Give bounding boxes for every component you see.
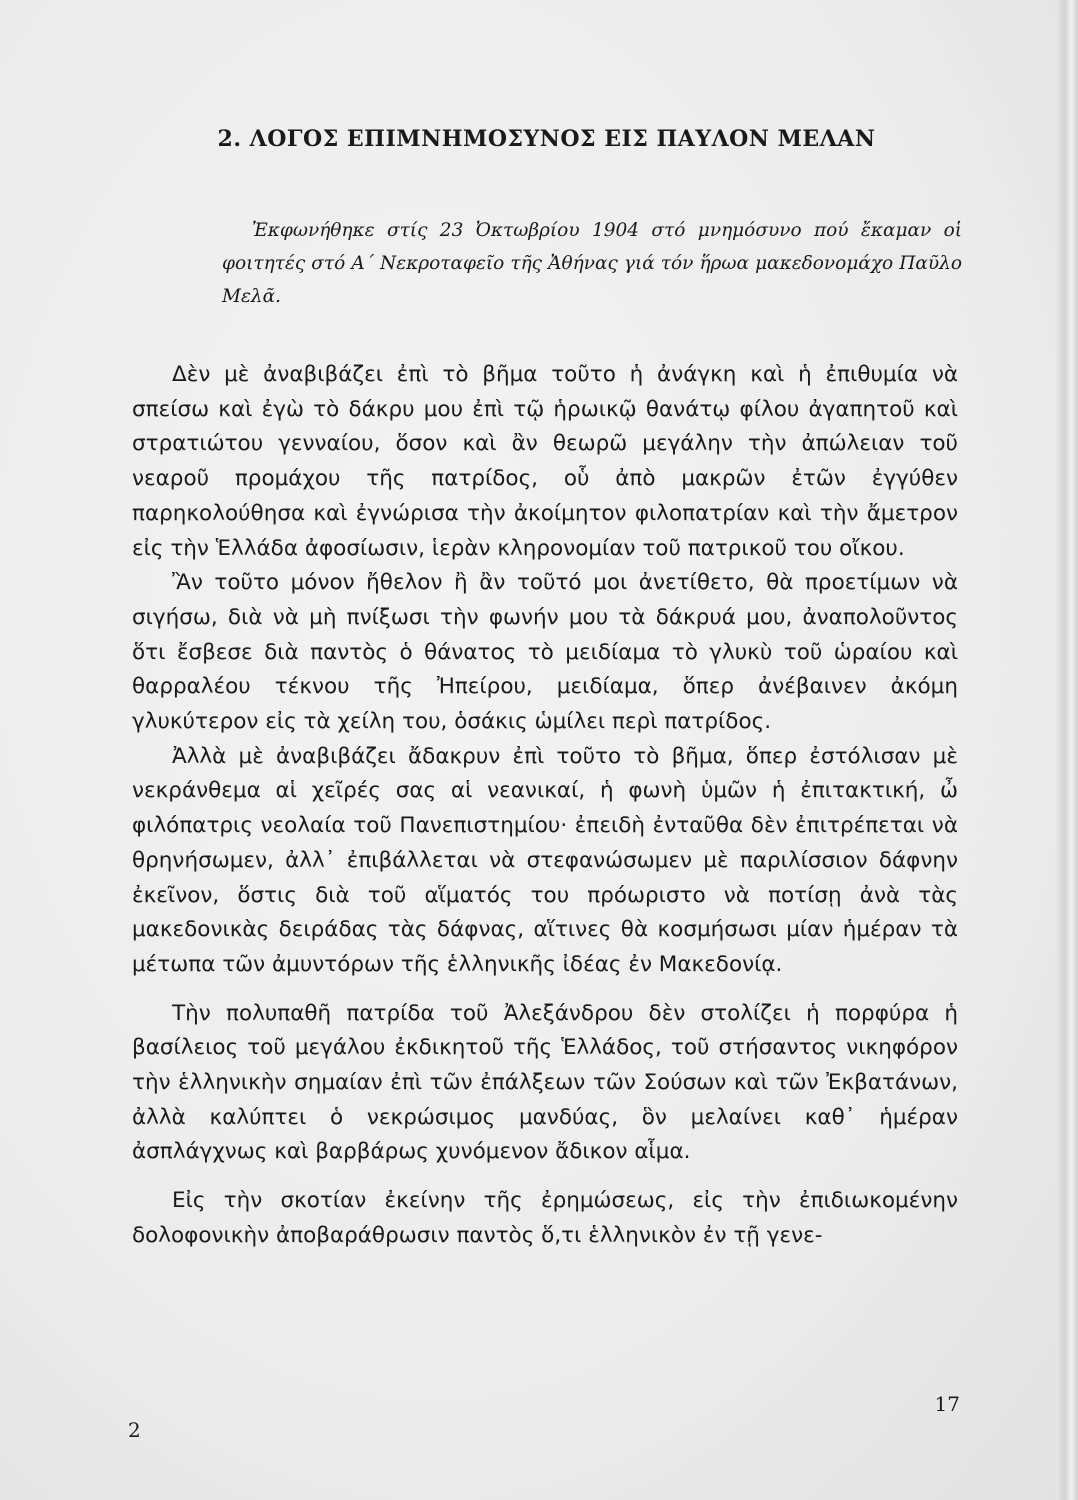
chapter-title: 2. ΛΟΓΟΣ ΕΠΙΜΝΗΜΟΣΥΝΟΣ ΕΙΣ ΠΑΥΛΟΝ ΜΕΛΑΝ [217, 126, 876, 152]
paragraph: Ἂν τοῦτο μόνον ἤθελον ἢ ἂν τοῦτό μοι ἀνετίθετο, θὰ προετίμων νὰ σιγήσω, διὰ νὰ μὴ πνίξωσι τὴν φωνήν μου τὰ δάκρυά μου, ἀναπολοῦντος ὅτι ἔσβεσε διὰ παντὸς ὁ θάνατος τὸ μειδίαμα τὸ γλυκὺ τοῦ ὡραίου καὶ θαρραλέου τέκνου τῆς Ἠπείρου, μειδίαμα, ὅπερ ἀνέβαινεν ἀκόμη γλυκύτερον εἰς τὰ χείλη του, ὁσάκις ὡμίλει περὶ πατρίδος. [132, 570, 958, 735]
paragraph: Εἰς τὴν σκοτίαν ἐκείνην τῆς ἐρημώσεως, εἰς τὴν ἐπιδιωκομένην δολοφονικὴν ἀποβαράθρωσιν παντὸς ὅ,τι ἑλληνικὸν ἐν τῇ γενε- [132, 1188, 958, 1248]
signature-mark: 2 [128, 1418, 141, 1442]
intro-note: Ἐκφωνήθηκε στίς 23 Ὀκτωβρίου 1904 στό μνημόσυνο πού ἔκαμαν οἱ φοιτητές στό Α΄ Νεκροταφεῖο τῆς Ἀθήνας γιά τόν ἥρωα μακεδονομάχο Παῦλο Μελᾶ. [222, 220, 962, 307]
paragraph: Τὴν πολυπαθῆ πατρίδα τοῦ Ἀλεξάνδρου δὲν στολίζει ἡ πορφύρα ἡ βασίλειος τοῦ μεγάλου ἐκδικητοῦ τῆς Ἑλλάδος, τοῦ στήσαντος νικηφόρον τὴν ἑλληνικὴν σημαίαν ἐπὶ τῶν ἐπάλξεων τῶν Σούσων καὶ τῶν Ἐκβατάνων, ἀλλὰ καλύπτει ὁ νεκρώσιμος μανδύας, ὃν μελαίνει καθ᾽ ἡμέραν ἀσπλάγχνως καὶ βαρβάρως χυνόμενον ἄδικον αἷμα. [132, 1000, 958, 1165]
paragraph: Ἀλλὰ μὲ ἀναβιβάζει ἄδακρυν ἐπὶ τοῦτο τὸ βῆμα, ὅπερ ἐστόλισαν μὲ νεκράνθεμα αἱ χεῖρές σας αἱ νεανικαί, ἡ φωνὴ ὑμῶν ἡ ἐπιτακτική, ὦ φιλόπατρις νεολαία τοῦ Πανεπιστημίου· ἐπειδὴ ἐνταῦθα δὲν ἐπιτρέπεται νὰ θρηνήσωμεν, ἀλλ᾽ ἐπιβάλλεται νὰ στεφανώσωμεν μὲ παριλίσσιον δάφνην ἐκεῖνον, ὅστις διὰ τοῦ αἵματός του πρόωριστο νὰ ποτίσῃ ἀνὰ τὰς μακεδονικὰς δειράδας τὰς δάφνας, αἵτινες θὰ κοσμήσωσι μίαν ἡμέραν τὰ μέτωπα τῶν ἀμυντόρων τῆς ἑλληνικῆς ἰδέας ἐν Μακεδονίᾳ. [132, 743, 958, 977]
page-number: 17 [934, 1392, 960, 1416]
speech-body [132, 358, 958, 1254]
paragraph: Δὲν μὲ ἀναβιβάζει ἐπὶ τὸ βῆμα τοῦτο ἡ ἀνάγκη καὶ ἡ ἐπιθυμία νὰ σπείσω καὶ ἐγὼ τὸ δάκρυ μου ἐπὶ τῷ ἡρωικῷ θανάτῳ φίλου ἀγαπητοῦ καὶ στρατιώτου γενναίου, ὅσον καὶ ἂν θεωρῶ μεγάλην τὴν ἀπώλειαν τοῦ νεαροῦ προμάχου τῆς πατρίδος, οὗ ἀπὸ μακρῶν ἐτῶν ἐγγύθεν παρηκολούθησα καὶ ἐγνώρισα τὴν ἀκοίμητον φιλοπατρίαν καὶ τὴν ἄμετρον εἰς τὴν Ἑλλάδα ἀφοσίωσιν, ἱερὰν κληρονομίαν τοῦ πατρικοῦ του οἴκου. [132, 362, 958, 561]
page-edge [1056, 0, 1078, 1500]
